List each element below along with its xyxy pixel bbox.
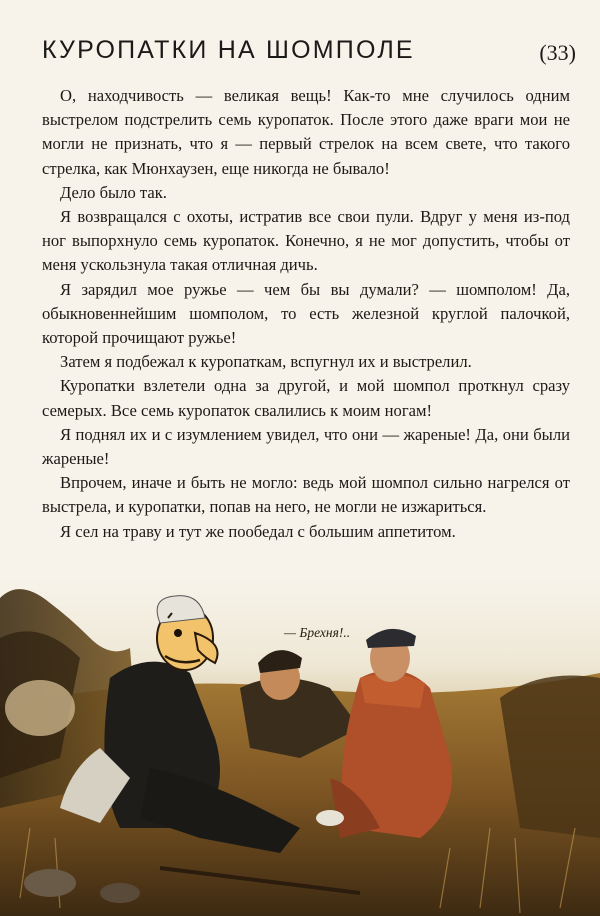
page-number: (33) xyxy=(539,40,576,65)
paragraph: Дело было так. xyxy=(60,182,167,202)
paragraph: Я поднял их и с изумлением увидел, что они — жареные! Да, они были жареные! xyxy=(42,424,570,469)
illustration-caption: — Брехня!.. xyxy=(284,625,351,640)
paragraph: О, находчивость — великая вещь! Как-то мне случилось одним выстрелом подстрелить семь куропаток. После этого даже враги мои не могли не признать, что я — первый стрелок на всем свете, что такого стрелка, как Мюнхаузен, еще никогда не бывало! xyxy=(42,86,570,178)
paragraph: Впрочем, иначе и быть не могло: ведь мой шомпол сильно нагрелся от выстрела, и куропатки, попав на него, не могли не изжариться. xyxy=(42,473,570,517)
paragraph: Куропатки взлетели одна за другой, и мой шомпол проткнул сразу семерых. Все семь куропаток свалились к моим ногам! xyxy=(42,376,570,420)
paragraph: Затем я подбежал к куропаткам, вспугнул их и выстрелил. xyxy=(60,352,472,372)
story-text xyxy=(42,84,570,544)
paragraph: Я сел на траву и тут же пообедал с большим аппетитом. xyxy=(60,521,456,541)
paragraph: Я возвращался с охоты, истратив все свои пули. Вдруг у меня из-под ног выпорхнуло семь куропаток. Конечно, я не мог допустить, чтобы от меня ускользнула такая отличная дичь. xyxy=(42,207,570,275)
paragraph: Я зарядил мое ружье — чем бы вы думали? — шомполом! Да, обыкновеннейшим шомполом, то есть железной круглой палочкой, которой прочищают ружье! xyxy=(42,279,570,348)
chapter-title: КУРОПАТКИ НА ШОМПОЛЕ xyxy=(42,36,415,64)
